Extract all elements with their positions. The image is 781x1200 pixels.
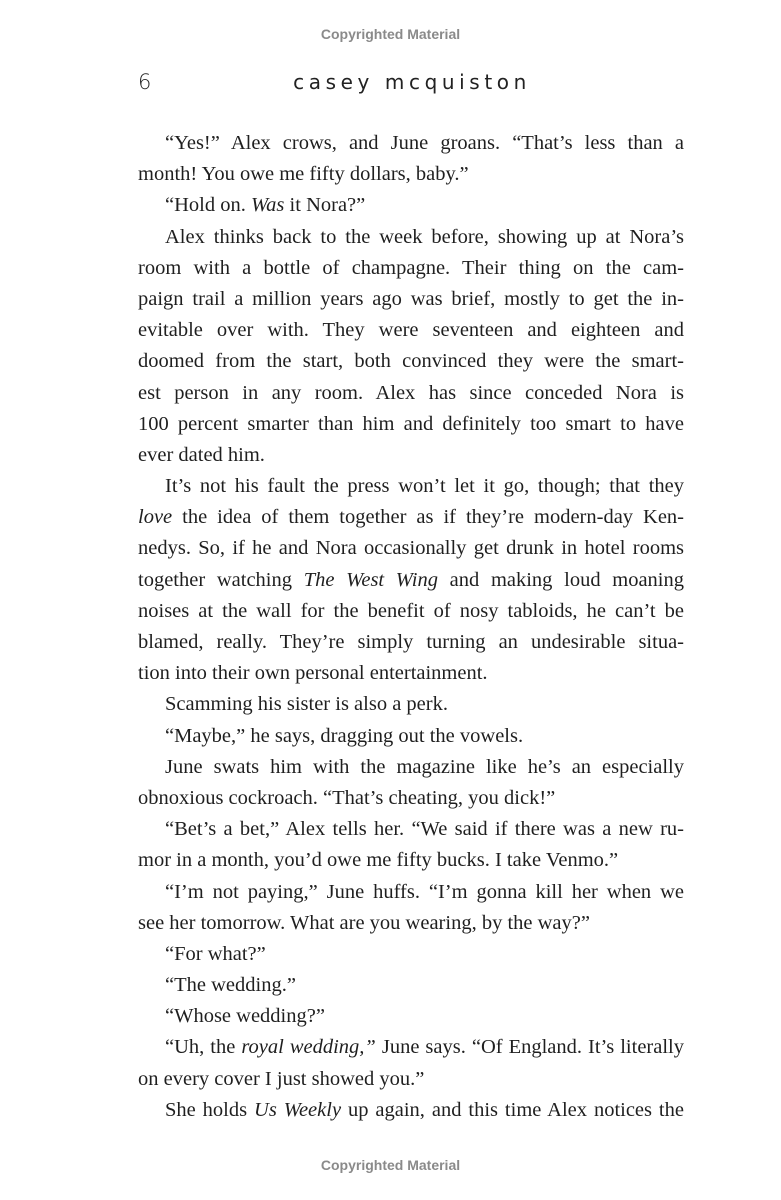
text-segment: Alex thinks back to the week before, showing up at Nora’s: [165, 225, 684, 248]
text-line: [138, 222, 684, 253]
text-segment: tion into their own personal entertainment.: [138, 662, 488, 685]
italic-text: love: [138, 506, 173, 529]
text-segment: “I’m not paying,” June huffs. “I’m gonna kill her when we: [165, 880, 684, 903]
copyright-watermark-bottom: Copyrighted Material: [320, 1157, 461, 1173]
text-line: [138, 658, 684, 689]
text-line: [138, 190, 684, 221]
text-line: [138, 627, 684, 658]
text-segment: ever dated him.: [138, 443, 265, 466]
text-segment: nedys. So, if he and Nora occasionally get drunk in hotel rooms: [138, 537, 684, 560]
text-line: [138, 1064, 684, 1095]
text-line: [138, 315, 684, 346]
text-line: [138, 128, 684, 159]
text-segment: paign trail a million years ago was brief, mostly to get the in-: [138, 287, 684, 310]
text-line: [138, 440, 684, 471]
text-segment: together watching: [138, 568, 304, 591]
text-segment: noises at the wall for the benefit of nosy tabloids, he can’t be: [138, 599, 684, 622]
text-segment: Scamming his sister is also a perk.: [165, 693, 448, 716]
running-head-author: casey mcquiston: [293, 70, 531, 94]
text-line: [138, 346, 684, 377]
copyright-watermark-top: Copyrighted Material: [320, 26, 461, 42]
text-segment: June swats him with the magazine like he’s an especially: [165, 755, 684, 778]
text-line: [138, 159, 684, 190]
text-line: [138, 565, 684, 596]
text-line: [138, 783, 684, 814]
text-line: [138, 689, 684, 720]
text-segment: see her tomorrow. What are you wearing, by the way?”: [138, 911, 590, 934]
text-line: [138, 533, 684, 564]
text-segment: June says. “Of England. It’s literally: [375, 1036, 684, 1059]
text-line: [138, 908, 684, 939]
text-line: [138, 1001, 684, 1032]
text-line: [138, 1095, 684, 1126]
text-line: [138, 939, 684, 970]
text-segment: 100 percent smarter than him and definitely too smart to have: [138, 412, 684, 435]
text-line: [138, 1032, 684, 1063]
text-segment: room with a bottle of champagne. Their thing on the cam-: [138, 256, 684, 279]
text-line: [138, 596, 684, 627]
text-line: [138, 814, 684, 845]
text-segment: on every cover I just showed you.”: [138, 1067, 425, 1090]
text-line: [138, 502, 684, 533]
text-line: [138, 845, 684, 876]
text-segment: evitable over with. They were seventeen and eighteen and: [138, 319, 684, 342]
text-line: [138, 970, 684, 1001]
text-segment: It’s not his fault the press won’t let it go, though; that they: [165, 475, 684, 498]
text-line: [138, 471, 684, 502]
text-segment: obnoxious cockroach. “That’s cheating, you dick!”: [138, 786, 556, 809]
italic-text: royal wedding,”: [241, 1036, 376, 1059]
text-line: [138, 378, 684, 409]
italic-text: Us Weekly: [254, 1098, 342, 1121]
text-line: [138, 721, 684, 752]
text-segment: month! You owe me fifty dollars, baby.”: [138, 163, 469, 186]
running-header: [138, 70, 686, 100]
text-segment: “Maybe,” he says, dragging out the vowels.: [165, 724, 524, 747]
text-segment: it Nora?”: [284, 194, 366, 217]
text-segment: “Hold on.: [165, 194, 251, 217]
text-segment: the idea of them together as if they’re modern-day Ken-: [172, 506, 684, 529]
text-segment: up again, and this time Alex notices the: [341, 1098, 684, 1121]
text-segment: “Whose wedding?”: [165, 1005, 325, 1028]
text-line: [138, 284, 684, 315]
text-line: [138, 752, 684, 783]
text-segment: She holds: [165, 1098, 255, 1121]
text-segment: doomed from the start, both convinced they were the smart-: [138, 350, 684, 373]
text-segment: “Yes!” Alex crows, and June groans. “That’s less than a: [165, 132, 684, 154]
text-segment: “For what?”: [165, 942, 266, 965]
text-segment: “Bet’s a bet,” Alex tells her. “We said if there was a new ru-: [165, 818, 684, 841]
text-line: [138, 409, 684, 440]
text-line: [138, 877, 684, 908]
text-segment: “Uh, the: [165, 1036, 242, 1059]
body-text: [138, 128, 684, 1126]
text-segment: and making loud moaning: [437, 568, 685, 591]
italic-text: The West Wing: [303, 568, 438, 591]
text-line: [138, 253, 684, 284]
italic-text: Was: [250, 194, 285, 217]
text-segment: mor in a month, you’d owe me fifty bucks. I take Venmo.”: [138, 849, 619, 872]
text-segment: blamed, really. They’re simply turning an undesirable situa-: [138, 631, 684, 653]
page-number: 6: [138, 70, 152, 94]
text-segment: est person in any room. Alex has since conceded Nora is: [138, 381, 684, 404]
text-segment: “The wedding.”: [165, 974, 296, 997]
